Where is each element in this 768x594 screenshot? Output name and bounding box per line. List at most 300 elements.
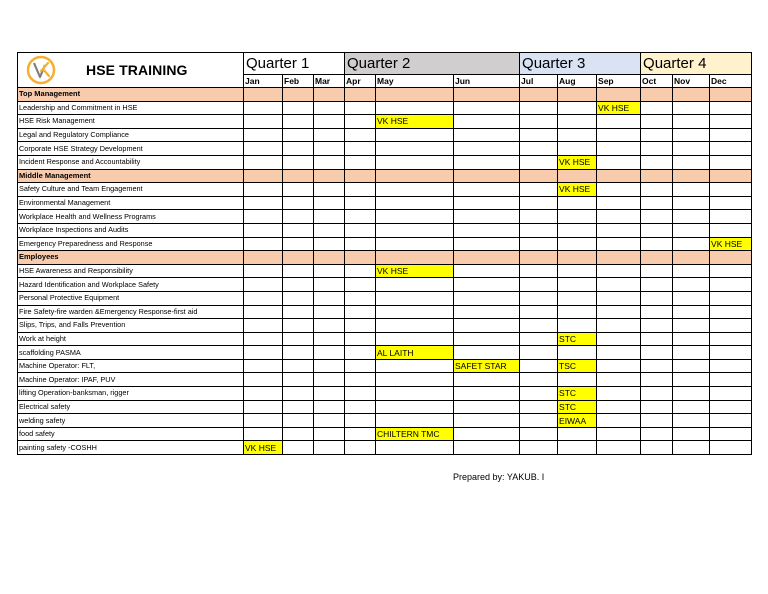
- scheduled-provider-cell: VK HSE: [558, 155, 597, 169]
- schedule-cell: [641, 183, 673, 197]
- section-cell: [454, 169, 520, 183]
- training-topic: Workplace Inspections and Audits: [18, 223, 244, 237]
- schedule-cell: [345, 196, 376, 210]
- schedule-cell: [314, 373, 345, 387]
- schedule-cell: [641, 115, 673, 129]
- schedule-cell: [345, 387, 376, 401]
- schedule-cell: [283, 183, 314, 197]
- table-row: [18, 400, 752, 414]
- training-topic: HSE Awareness and Responsibility: [18, 264, 244, 278]
- schedule-cell: [597, 332, 641, 346]
- schedule-cell: [673, 427, 710, 441]
- schedule-cell: [283, 155, 314, 169]
- section-row: [18, 88, 752, 102]
- schedule-cell: [597, 278, 641, 292]
- training-topic: Machine Operator: IPAF, PUV: [18, 373, 244, 387]
- schedule-cell: [558, 305, 597, 319]
- schedule-cell: [376, 101, 454, 115]
- schedule-cell: [244, 264, 283, 278]
- schedule-cell: [520, 278, 558, 292]
- schedule-cell: [558, 142, 597, 156]
- schedule-cell: [376, 155, 454, 169]
- schedule-cell: [314, 414, 345, 428]
- schedule-cell: [710, 155, 752, 169]
- scheduled-provider-cell: TSC: [558, 359, 597, 373]
- training-topic: Slips, Trips, and Falls Prevention: [18, 319, 244, 333]
- schedule-cell: [314, 441, 345, 455]
- schedule-cell: [710, 387, 752, 401]
- table-row: [18, 237, 752, 251]
- scheduled-provider-cell: EIWAA: [558, 414, 597, 428]
- schedule-cell: [244, 346, 283, 360]
- schedule-cell: [710, 400, 752, 414]
- month-header-oct: Oct: [641, 75, 673, 88]
- schedule-cell: [244, 142, 283, 156]
- training-topic: Hazard Identification and Workplace Safety: [18, 278, 244, 292]
- schedule-cell: [283, 441, 314, 455]
- schedule-cell: [314, 183, 345, 197]
- schedule-cell: [710, 196, 752, 210]
- table-row: [18, 264, 752, 278]
- section-cell: [454, 88, 520, 102]
- table-row: [18, 319, 752, 333]
- section-cell: [520, 251, 558, 265]
- table-row: [18, 305, 752, 319]
- schedule-cell: [710, 305, 752, 319]
- table-row: [18, 183, 752, 197]
- section-cell: [314, 169, 345, 183]
- schedule-cell: [641, 414, 673, 428]
- month-header-feb: Feb: [283, 75, 314, 88]
- schedule-cell: [597, 183, 641, 197]
- schedule-cell: [520, 183, 558, 197]
- scheduled-provider-cell: VK HSE: [376, 115, 454, 129]
- schedule-cell: [673, 196, 710, 210]
- schedule-cell: [597, 155, 641, 169]
- schedule-cell: [244, 237, 283, 251]
- section-cell: [244, 169, 283, 183]
- section-cell: [244, 88, 283, 102]
- schedule-cell: [558, 441, 597, 455]
- schedule-cell: [244, 101, 283, 115]
- schedule-cell: [345, 400, 376, 414]
- schedule-table: [17, 52, 752, 455]
- training-topic: Electrical safety: [18, 400, 244, 414]
- schedule-cell: [244, 332, 283, 346]
- schedule-cell: [641, 373, 673, 387]
- schedule-cell: [520, 223, 558, 237]
- schedule-cell: [641, 237, 673, 251]
- schedule-cell: [597, 142, 641, 156]
- quarter-4-header: Quarter 4: [641, 53, 752, 75]
- schedule-cell: [376, 400, 454, 414]
- schedule-cell: [558, 346, 597, 360]
- schedule-cell: [376, 223, 454, 237]
- schedule-cell: [641, 400, 673, 414]
- schedule-cell: [520, 210, 558, 224]
- schedule-cell: [558, 101, 597, 115]
- schedule-cell: [244, 427, 283, 441]
- schedule-cell: [244, 319, 283, 333]
- schedule-cell: [345, 291, 376, 305]
- schedule-cell: [454, 183, 520, 197]
- section-cell: [558, 169, 597, 183]
- section-cell: [597, 169, 641, 183]
- schedule-cell: [641, 332, 673, 346]
- table-row: [18, 346, 752, 360]
- schedule-cell: [673, 387, 710, 401]
- schedule-cell: [314, 278, 345, 292]
- schedule-cell: [345, 359, 376, 373]
- schedule-cell: [641, 441, 673, 455]
- scheduled-provider-cell: STC: [558, 387, 597, 401]
- schedule-cell: [244, 278, 283, 292]
- schedule-cell: [283, 237, 314, 251]
- table-row: [18, 291, 752, 305]
- schedule-cell: [314, 237, 345, 251]
- schedule-cell: [558, 291, 597, 305]
- scheduled-provider-cell: VK HSE: [710, 237, 752, 251]
- month-header-jun: Jun: [454, 75, 520, 88]
- schedule-cell: [454, 278, 520, 292]
- schedule-cell: [283, 142, 314, 156]
- table-row: [18, 101, 752, 115]
- schedule-cell: [283, 128, 314, 142]
- training-topic: painting safety -COSHH: [18, 441, 244, 455]
- training-topic: Personal Protective Equipment: [18, 291, 244, 305]
- schedule-cell: [244, 183, 283, 197]
- schedule-cell: [314, 223, 345, 237]
- section-cell: [597, 88, 641, 102]
- schedule-cell: [641, 264, 673, 278]
- schedule-cell: [283, 359, 314, 373]
- schedule-cell: [314, 305, 345, 319]
- schedule-cell: [520, 414, 558, 428]
- section-cell: [597, 251, 641, 265]
- schedule-cell: [641, 387, 673, 401]
- schedule-cell: [376, 183, 454, 197]
- schedule-cell: [520, 346, 558, 360]
- training-schedule: [17, 52, 752, 455]
- title-cell: [18, 53, 244, 88]
- schedule-cell: [520, 373, 558, 387]
- section-label: Middle Management: [18, 169, 244, 183]
- schedule-cell: [558, 196, 597, 210]
- schedule-cell: [558, 210, 597, 224]
- schedule-cell: [283, 319, 314, 333]
- schedule-cell: [641, 346, 673, 360]
- section-cell: [520, 88, 558, 102]
- schedule-cell: [710, 183, 752, 197]
- schedule-cell: [710, 210, 752, 224]
- schedule-cell: [454, 373, 520, 387]
- schedule-cell: [641, 278, 673, 292]
- schedule-cell: [314, 291, 345, 305]
- schedule-cell: [244, 155, 283, 169]
- section-label: Top Management: [18, 88, 244, 102]
- schedule-cell: [710, 346, 752, 360]
- schedule-cell: [454, 346, 520, 360]
- training-topic: welding safety: [18, 414, 244, 428]
- training-topic: Emergency Preparedness and Response: [18, 237, 244, 251]
- schedule-cell: [345, 332, 376, 346]
- schedule-cell: [641, 101, 673, 115]
- schedule-cell: [244, 128, 283, 142]
- scheduled-provider-cell: SAFET STAR: [454, 359, 520, 373]
- schedule-cell: [345, 155, 376, 169]
- schedule-cell: [345, 115, 376, 129]
- schedule-cell: [673, 305, 710, 319]
- schedule-cell: [520, 359, 558, 373]
- schedule-cell: [597, 400, 641, 414]
- table-row: [18, 142, 752, 156]
- section-cell: [345, 251, 376, 265]
- schedule-cell: [454, 305, 520, 319]
- schedule-cell: [345, 101, 376, 115]
- schedule-cell: [283, 223, 314, 237]
- schedule-cell: [710, 441, 752, 455]
- section-cell: [673, 251, 710, 265]
- month-header-aug: Aug: [558, 75, 597, 88]
- schedule-cell: [520, 101, 558, 115]
- month-header-mar: Mar: [314, 75, 345, 88]
- section-cell: [710, 169, 752, 183]
- schedule-cell: [244, 196, 283, 210]
- training-topic: Fire Safety-fire warden &Emergency Response-first aid: [18, 305, 244, 319]
- vk-logo-icon: [24, 55, 58, 85]
- schedule-cell: [244, 223, 283, 237]
- schedule-cell: [376, 414, 454, 428]
- schedule-cell: [673, 319, 710, 333]
- schedule-cell: [454, 196, 520, 210]
- schedule-cell: [641, 210, 673, 224]
- section-cell: [454, 251, 520, 265]
- schedule-cell: [244, 115, 283, 129]
- schedule-cell: [283, 400, 314, 414]
- section-cell: [710, 88, 752, 102]
- schedule-cell: [710, 332, 752, 346]
- table-row: [18, 196, 752, 210]
- schedule-cell: [597, 414, 641, 428]
- scheduled-provider-cell: CHILTERN TMC: [376, 427, 454, 441]
- schedule-cell: [244, 387, 283, 401]
- table-row: [18, 414, 752, 428]
- schedule-cell: [641, 427, 673, 441]
- schedule-cell: [454, 115, 520, 129]
- schedule-cell: [673, 278, 710, 292]
- table-row: [18, 373, 752, 387]
- page-title: HSE TRAINING: [86, 62, 188, 78]
- prepared-by-note: Prepared by: YAKUB. I: [453, 472, 545, 482]
- schedule-cell: [673, 414, 710, 428]
- table-row: [18, 155, 752, 169]
- table-row: [18, 332, 752, 346]
- schedule-cell: [673, 264, 710, 278]
- training-topic: Legal and Regulatory Compliance: [18, 128, 244, 142]
- schedule-cell: [244, 373, 283, 387]
- schedule-cell: [454, 400, 520, 414]
- schedule-cell: [673, 142, 710, 156]
- section-cell: [376, 88, 454, 102]
- schedule-cell: [314, 400, 345, 414]
- section-cell: [641, 169, 673, 183]
- table-row: [18, 210, 752, 224]
- schedule-cell: [520, 319, 558, 333]
- schedule-cell: [597, 359, 641, 373]
- schedule-cell: [345, 142, 376, 156]
- schedule-cell: [376, 237, 454, 251]
- schedule-cell: [454, 291, 520, 305]
- schedule-cell: [710, 128, 752, 142]
- schedule-cell: [314, 155, 345, 169]
- schedule-cell: [558, 128, 597, 142]
- schedule-cell: [345, 373, 376, 387]
- schedule-cell: [597, 427, 641, 441]
- schedule-cell: [314, 264, 345, 278]
- section-cell: [345, 169, 376, 183]
- schedule-cell: [673, 441, 710, 455]
- schedule-cell: [314, 196, 345, 210]
- section-cell: [376, 251, 454, 265]
- schedule-cell: [520, 155, 558, 169]
- schedule-cell: [597, 387, 641, 401]
- section-cell: [314, 88, 345, 102]
- scheduled-provider-cell: VK HSE: [558, 183, 597, 197]
- schedule-cell: [244, 210, 283, 224]
- section-cell: [376, 169, 454, 183]
- schedule-cell: [345, 278, 376, 292]
- schedule-cell: [520, 142, 558, 156]
- schedule-cell: [520, 332, 558, 346]
- schedule-cell: [244, 400, 283, 414]
- quarter-3-header: Quarter 3: [520, 53, 641, 75]
- section-row: [18, 169, 752, 183]
- schedule-cell: [673, 359, 710, 373]
- month-header-dec: Dec: [710, 75, 752, 88]
- schedule-cell: [244, 305, 283, 319]
- schedule-cell: [283, 210, 314, 224]
- schedule-cell: [520, 196, 558, 210]
- training-topic: Work at height: [18, 332, 244, 346]
- schedule-cell: [454, 427, 520, 441]
- training-topic: scaffolding PASMA: [18, 346, 244, 360]
- schedule-cell: [520, 237, 558, 251]
- training-topic: Workplace Health and Wellness Programs: [18, 210, 244, 224]
- schedule-cell: [673, 183, 710, 197]
- schedule-cell: [454, 210, 520, 224]
- scheduled-provider-cell: VK HSE: [244, 441, 283, 455]
- schedule-cell: [520, 441, 558, 455]
- schedule-cell: [345, 237, 376, 251]
- schedule-cell: [376, 332, 454, 346]
- table-row: [18, 427, 752, 441]
- schedule-cell: [673, 400, 710, 414]
- schedule-cell: [454, 319, 520, 333]
- schedule-cell: [454, 441, 520, 455]
- schedule-cell: [520, 305, 558, 319]
- schedule-cell: [597, 373, 641, 387]
- schedule-cell: [710, 291, 752, 305]
- section-cell: [558, 88, 597, 102]
- schedule-cell: [641, 319, 673, 333]
- schedule-cell: [345, 264, 376, 278]
- table-row: [18, 128, 752, 142]
- month-header-sep: Sep: [597, 75, 641, 88]
- table-row: [18, 115, 752, 129]
- schedule-cell: [558, 115, 597, 129]
- schedule-cell: [376, 278, 454, 292]
- schedule-cell: [283, 414, 314, 428]
- schedule-cell: [673, 332, 710, 346]
- schedule-cell: [520, 400, 558, 414]
- schedule-cell: [520, 291, 558, 305]
- schedule-cell: [244, 414, 283, 428]
- schedule-cell: [454, 237, 520, 251]
- schedule-cell: [673, 223, 710, 237]
- section-row: [18, 251, 752, 265]
- scheduled-provider-cell: STC: [558, 332, 597, 346]
- table-row: [18, 387, 752, 401]
- quarter-1-header: Quarter 1: [244, 53, 345, 75]
- schedule-cell: [376, 305, 454, 319]
- schedule-cell: [376, 142, 454, 156]
- section-label: Employees: [18, 251, 244, 265]
- month-header-jul: Jul: [520, 75, 558, 88]
- schedule-cell: [345, 305, 376, 319]
- training-topic: Machine Operator: FLT,: [18, 359, 244, 373]
- schedule-cell: [283, 196, 314, 210]
- schedule-cell: [673, 128, 710, 142]
- schedule-cell: [454, 223, 520, 237]
- schedule-cell: [641, 223, 673, 237]
- schedule-cell: [641, 305, 673, 319]
- schedule-cell: [710, 264, 752, 278]
- quarter-2-header: Quarter 2: [345, 53, 520, 75]
- schedule-cell: [597, 441, 641, 455]
- schedule-cell: [376, 359, 454, 373]
- schedule-cell: [283, 332, 314, 346]
- schedule-cell: [376, 291, 454, 305]
- schedule-cell: [597, 319, 641, 333]
- schedule-cell: [454, 414, 520, 428]
- month-header-jan: Jan: [244, 75, 283, 88]
- schedule-cell: [454, 387, 520, 401]
- section-cell: [710, 251, 752, 265]
- training-topic: Corporate HSE Strategy Development: [18, 142, 244, 156]
- month-header-apr: Apr: [345, 75, 376, 88]
- schedule-cell: [597, 346, 641, 360]
- month-header-may: May: [376, 75, 454, 88]
- schedule-cell: [520, 387, 558, 401]
- training-topic: Environmental Management: [18, 196, 244, 210]
- schedule-cell: [314, 101, 345, 115]
- schedule-cell: [641, 359, 673, 373]
- schedule-cell: [673, 237, 710, 251]
- schedule-cell: [710, 278, 752, 292]
- schedule-cell: [376, 373, 454, 387]
- schedule-cell: [710, 101, 752, 115]
- schedule-cell: [710, 115, 752, 129]
- schedule-cell: [454, 101, 520, 115]
- schedule-cell: [345, 210, 376, 224]
- schedule-cell: [520, 115, 558, 129]
- schedule-cell: [314, 319, 345, 333]
- schedule-cell: [710, 373, 752, 387]
- schedule-cell: [314, 387, 345, 401]
- schedule-cell: [710, 142, 752, 156]
- schedule-cell: [597, 305, 641, 319]
- section-cell: [673, 169, 710, 183]
